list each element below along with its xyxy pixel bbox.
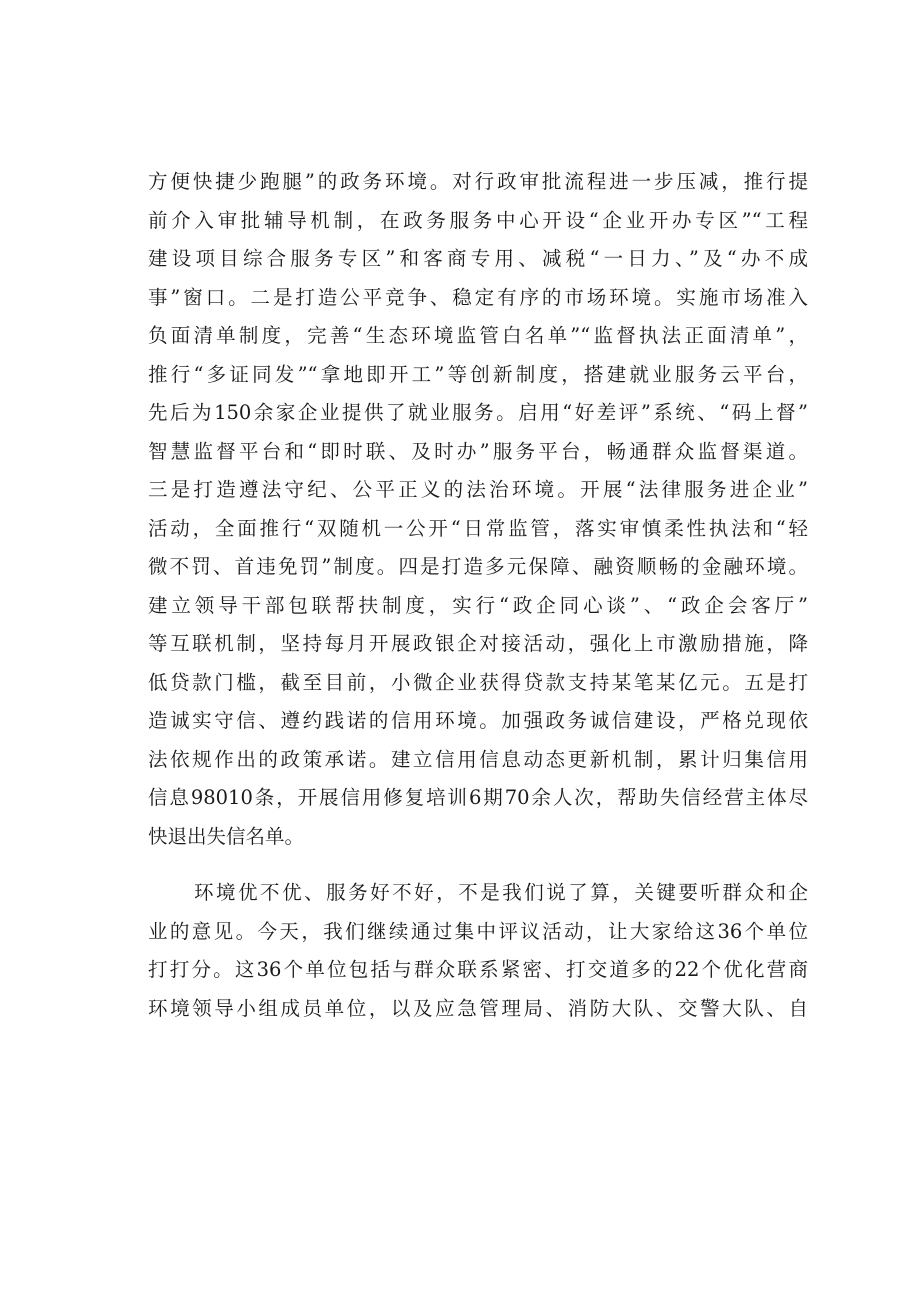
text-line: 方便快捷少跑腿”的政务环境。对行政审批流程进一步压减，推行提 bbox=[148, 170, 808, 193]
text-line: 微不罚、首违免罚”制度。四是打造多元保障、融资顺畅的金融环境。 bbox=[148, 555, 808, 578]
paragraph-1 bbox=[148, 163, 808, 856]
text-line: 前介入审批辅导机制，在政务服务中心开设“企业开办专区”“工程 bbox=[148, 208, 808, 232]
text-line: 先后为150余家企业提供了就业服务。启用“好差评”系统、“码上督” bbox=[148, 401, 808, 424]
text-line: 负面清单制度，完善“生态环境监管白名单”“监督执法正面清单”， bbox=[148, 324, 808, 347]
text-line: 快退出失信名单。 bbox=[148, 824, 305, 848]
text-line: 智慧监督平台和“即时联、及时办”服务平台，畅通群众监督渠道。 bbox=[148, 439, 808, 463]
text-line: 建立领导干部包联帮扶制度，实行“政企同心谈”、“政企会客厅” bbox=[148, 593, 808, 617]
text-line: 法依规作出的政策承诺。建立信用信息动态更新机制，累计归集信用 bbox=[148, 747, 808, 771]
text-line: 推行“多证同发”“拿地即开工”等创新制度，搭建就业服务云平台， bbox=[148, 362, 808, 386]
text-line: 打打分。这36个单位包括与群众联系紧密、打交道多的22个优化营商 bbox=[148, 958, 808, 981]
text-line: 事”窗口。二是打造公平竞争、稳定有序的市场环境。实施市场准入 bbox=[148, 285, 808, 309]
text-line: 三是打造遵法守纪、公平正义的法治环境。开展“法律服务进企业” bbox=[148, 478, 808, 501]
text-line: 等互联机制，坚持每月开展政银企对接活动，强化上市激励措施，降 bbox=[148, 632, 808, 655]
text-line: 环境优不优、服务好不好，不是我们说了算，关键要听群众和企 bbox=[194, 881, 808, 904]
text-line: 信息98010条，开展信用修复培训6期70余人次，帮助失信经营主体尽 bbox=[148, 786, 808, 809]
text-line: 建设项目综合服务专区”和客商专用、减税“一日力、”及“办不成 bbox=[148, 247, 808, 270]
paragraph-gap bbox=[148, 856, 808, 874]
text-line: 造诚实守信、遵约践诺的信用环境。加强政务诚信建设，严格兑现依 bbox=[148, 709, 808, 732]
text-line: 业的意见。今天，我们继续通过集中评议活动，让大家给这36个单位 bbox=[148, 919, 808, 943]
body-text bbox=[148, 163, 808, 1028]
text-line: 活动，全面推行“双随机一公开“日常监管，落实审慎柔性执法和“轻 bbox=[148, 516, 808, 540]
text-line: 低贷款门槛，截至目前，小微企业获得贷款支持某笔某亿元。五是打 bbox=[148, 670, 808, 694]
paragraph-2 bbox=[148, 874, 808, 1028]
text-line: 环境领导小组成员单位，以及应急管理局、消防大队、交警大队、自 bbox=[148, 996, 808, 1020]
